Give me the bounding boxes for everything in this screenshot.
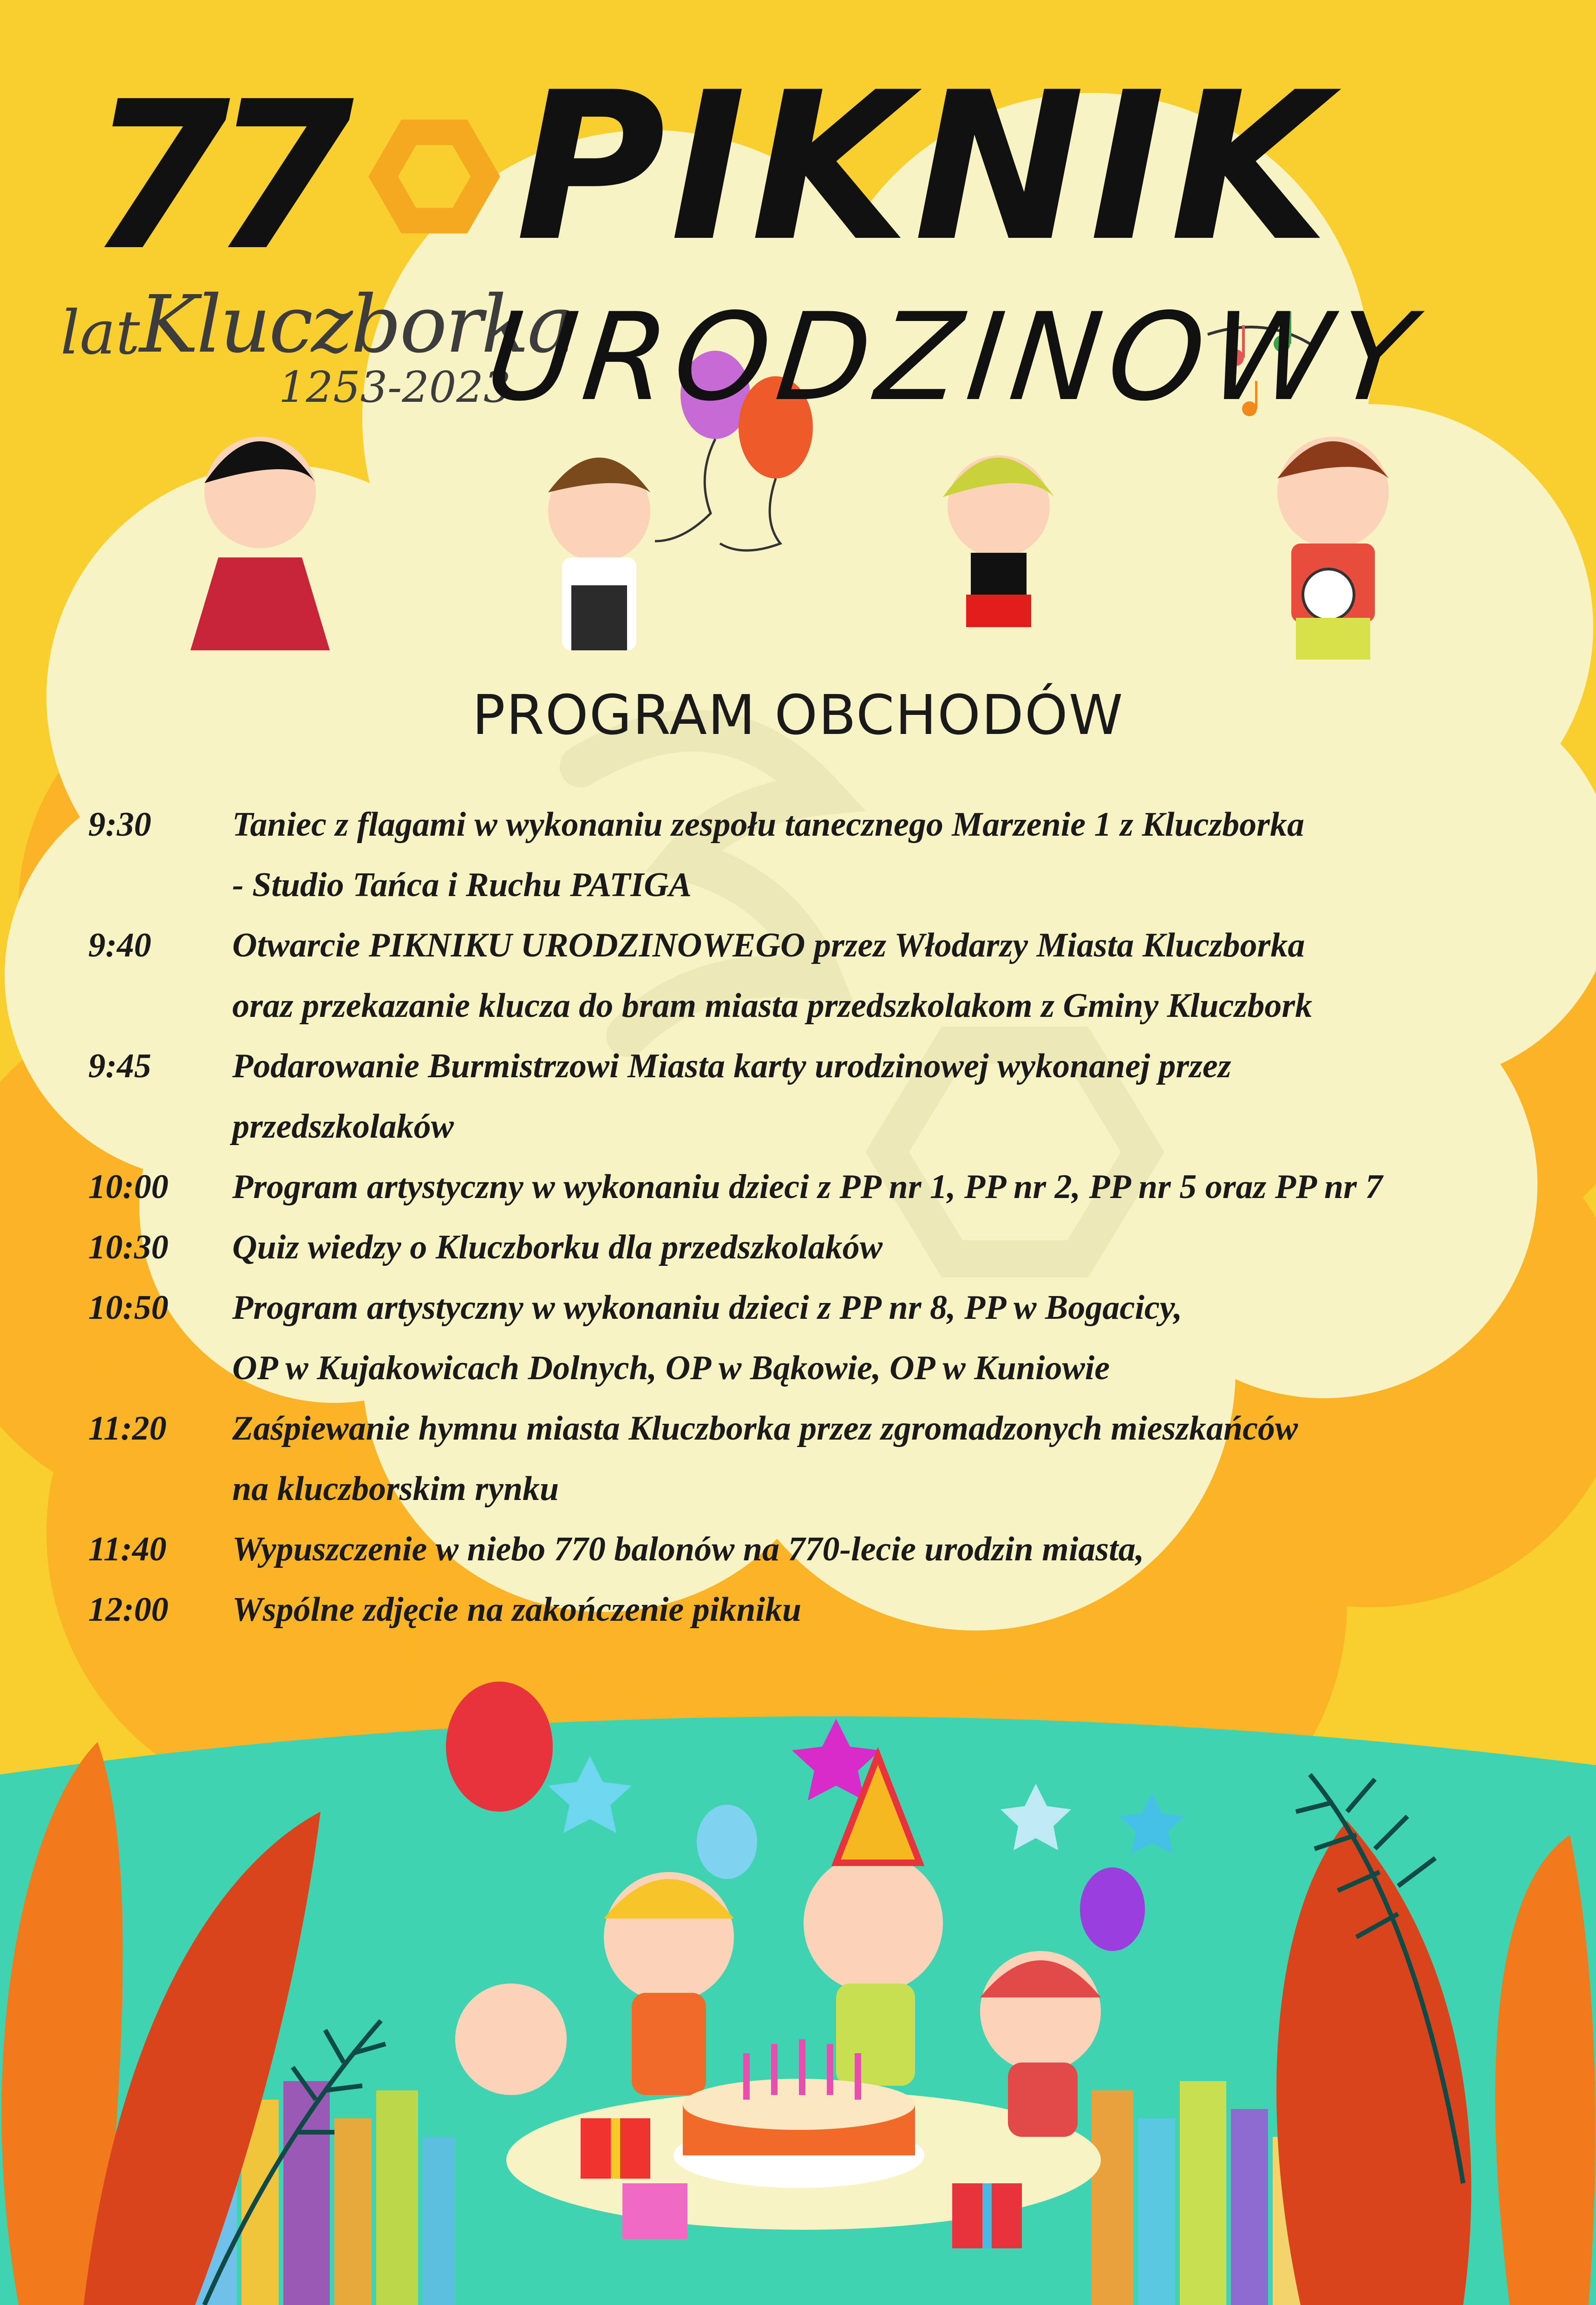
program-item-time: 10:30 (88, 1228, 169, 1266)
program-item-description (232, 1398, 1575, 1519)
program-item (88, 1217, 1575, 1277)
title-urodzinowy: URODZINOWY (480, 288, 1427, 428)
program-item-time: 11:40 (88, 1530, 167, 1568)
program-item-description (232, 1277, 1575, 1398)
program-item-line: Program artystyczny w wykonaniu dzieci z PP nr 8, PP w Bogacicy, (232, 1289, 1183, 1327)
balloon-icon (697, 1805, 757, 1879)
program-item (88, 915, 1575, 1036)
program-item-line: oraz przekazanie klucza do bram miasta przedszkolakom z Gminy Kluczbork (232, 987, 1313, 1025)
program-item-line: na kluczborskim rynku (232, 1470, 559, 1508)
program-item-description (232, 1036, 1575, 1157)
program-item-line: OP w Kujakowicach Dolnych, OP w Bąkowie, OP w Kuniowie (232, 1349, 1110, 1387)
program-item-description (232, 794, 1575, 915)
program-item-line: Quiz wiedzy o Kluczborku dla przedszkolaków (232, 1228, 883, 1266)
program-item (88, 1157, 1575, 1217)
program-item-line: Wspólne zdjęcie na zakończenie pikniku (232, 1591, 802, 1629)
program-item-line: Zaśpiewanie hymnu miasta Kluczborka przez zgromadzonych mieszkańców (232, 1409, 1298, 1447)
program-item-description (232, 1217, 1575, 1277)
program-item-line: Wypuszczenie w niebo 770 balonów na 770-lecie urodzin miasta, (232, 1530, 1145, 1568)
logo-town-name: Kluczborka (139, 279, 573, 371)
program-item-line: - Studio Tańca i Ruchu PATIGA (232, 866, 692, 904)
balloon-icon (1080, 1867, 1145, 1951)
program-item-description (232, 915, 1575, 1036)
logo-lat-text: lat (60, 297, 140, 368)
program-heading: PROGRAM OBCHODÓW (472, 683, 1124, 747)
program-item-time: 9:30 (88, 805, 151, 844)
program-item-time: 10:50 (88, 1289, 169, 1327)
program-item-line: Podarowanie Burmistrzowi Miasta karty urodzinowej wykonanej przez (232, 1047, 1231, 1085)
program-item (88, 1579, 1575, 1640)
program-item (88, 1519, 1575, 1579)
program-item-time: 12:00 (88, 1591, 169, 1629)
program-item-description (232, 1519, 1575, 1579)
program-item-line: Taniec z flagami w wykonaniu zespołu tanecznego Marzenie 1 z Kluczborka (232, 805, 1304, 844)
program-item (88, 1036, 1575, 1157)
program-item (88, 1398, 1575, 1519)
program-item-line: Otwarcie PIKNIKU URODZINOWEGO przez Włodarzy Miasta Kluczborka (232, 926, 1305, 964)
program-item-time: 11:20 (88, 1409, 167, 1447)
logo-years: 1253-2023 (279, 362, 511, 412)
program-list (88, 794, 1575, 1640)
program-item-description (232, 1157, 1575, 1217)
program-item-time: 9:45 (88, 1047, 151, 1085)
program-item-time: 10:00 (88, 1168, 169, 1206)
title-piknik: PIKNIK (516, 48, 1334, 286)
program-item (88, 794, 1575, 915)
program-item-line: przedszkolaków (232, 1107, 454, 1146)
program-item (88, 1277, 1575, 1398)
program-item-time: 9:40 (88, 926, 151, 964)
program-item-description (232, 1579, 1575, 1640)
balloon-icon (446, 1682, 553, 1812)
logo-number: 77 (88, 58, 336, 295)
program-item-line: Program artystyczny w wykonaniu dzieci z PP nr 1, PP nr 2, PP nr 5 oraz PP nr 7 (232, 1168, 1383, 1206)
